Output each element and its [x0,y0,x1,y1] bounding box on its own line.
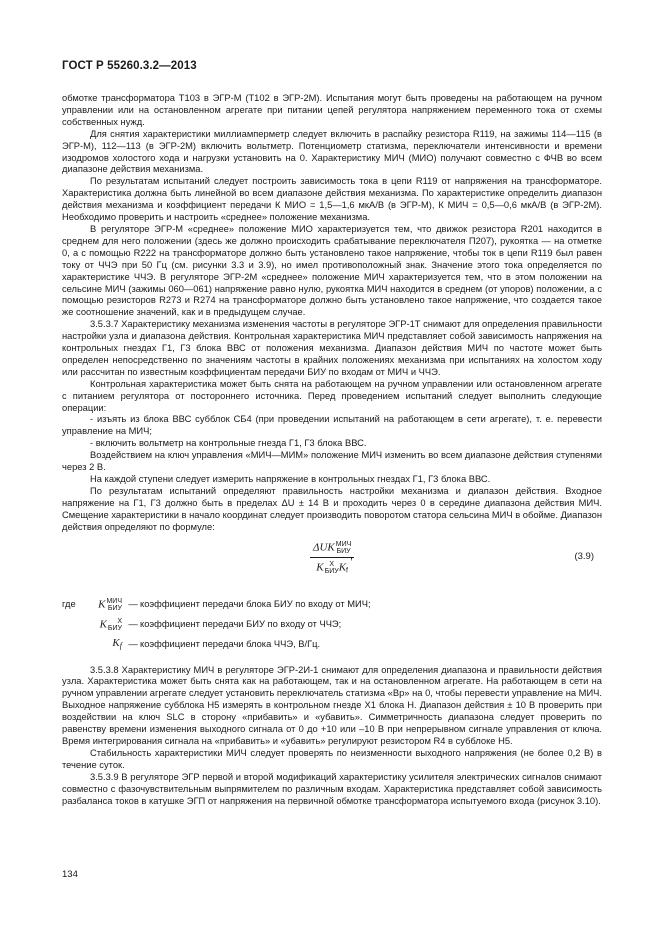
paragraph: 3.5.3.7 Характеристику механизма изменения частоты в регуляторе ЭГР-1Т снимают для определения правильности настройки узла и диапазона действия. Контрольная характеристика МИЧ представляет собой зависимость напряжения на контрольных гнездах Г1, Г3 блока ВВС от положения механизма. Диапазон действия МИЧ по частоте может быть определен непосредственно по значениям частоты в крайних положениях механизма при испытаниях на холостом ходу или рассчитан по известным коэффициентам передачи БИУ по входам от МИЧ и ЧЧЭ. [62,319,602,377]
paragraph: 3.5.3.9 В регуляторе ЭГР первой и второй модификаций характеристику усилителя электрических сигналов снимают совместно с фазочувствительным выпрямителем по различным входам. Характеристика представляет собой зависимость разбаланса токов в катушке ЭГП от напряжения на первичной обмотке трансформатора испытуемого входа (рисунок 3.10). [62,771,602,806]
paragraph: Воздействием на ключ управления «МИЧ—МИМ» положение МИЧ изменить во всем диапазоне действия ступенями через 2 В. [62,450,602,473]
paragraphs-bottom [62,665,602,808]
den-sub: БИУ [324,567,339,575]
paragraph: Для снятия характеристики миллиамперметр следует включить в распайку резистора R119, на зажимы 114—115 (в ЭГР-М), 112—113 (в ЭГР-2М) включить вольтметр. Потенциометр статизма, переключатели интенсивности и времени изодромов холостого хода и нагрузки установить на 0. Характеристику МИЧ (МИО) получают совместно с ФЧВ во всем диапазоне действия механизма. [62,128,602,175]
den-sup: X [329,560,334,568]
formula-denominator [310,558,354,577]
where-dash: — [128,638,138,649]
sym-sup: МИЧ [106,597,122,605]
sym-main: K [112,636,120,649]
sym-sup: X [117,617,122,625]
where-text: коэффициент передачи БИУ по входу от ЧЧЭ; [140,618,342,629]
page-number: 134 [62,869,78,880]
num-main: ΔUK [313,541,335,554]
where-block [62,595,602,655]
sym-sub: f [119,640,122,650]
paragraph: По результатам испытаний следует построить зависимость тока в цепи R119 от напряжения на трансформаторе. Характеристика должна быть линейной во всем диапазоне действия механизма. По характеристике определить диапазон действия механизма и коэффициент передачи К МИО = 1,5—1,6 мкА/В (в ЭГР-М), К МИЧ = 0,5—0,6 мкА/В (в ЭГР-2М). Необходимо проверить и настроить «среднее» положение механизма. [62,176,602,223]
den-main: K [316,561,324,574]
paragraph: По результатам испытаний определяют правильность настройки механизма и диапазон действия. Входное напряжение на Г1, Г3 должно быть в пределах ΔU ± 14 В и проходить через 0 в середине диапазона действия МИЧ. Смещение характеристики в начало координат следует производить поворотом статора сельсина МИЧ в обойме. Диапазон действия определяют по формуле: [62,485,602,532]
num-sub: БИУ [336,547,351,555]
paragraph: обмотке трансформатора Т103 в ЭГР-М (Т102 в ЭГР-2М). Испытания могут быть проведены на работающем на ручном управлении или на остановленном агрегате при питании цепей регулятора напряжением переменного тока от схемы собственных нужд. [62,93,602,127]
paragraph: На каждой ступени следует измерить напряжение в контрольных гнездах Г1, Г3 блока ВВС. [90,474,491,484]
num-sup: МИЧ [335,540,352,548]
where-row [62,595,602,615]
where-symbol [84,618,126,632]
where-row [62,615,602,635]
paragraph: - изъять из блока ВВС субблок СБ4 (при проведении испытаний на работающем в сети агрегате), т. е. перевести управление на МИЧ; [62,414,602,437]
where-dash: — [128,618,138,629]
paragraph: 3.5.3.8 Характеристику МИЧ в регуляторе ЭГР-2И-1 снимают для определения диапазона и правильности действия узла. Характеристика может быть снята как на работающем, так и на остановленном агрегате. На работающем в сети на ручном управлении агрегате следует установить переключатель статизма «Вр» на 0, чтобы перевести управление на МИЧ. Выходное напряжение субблока Н5 измерять в контрольном гнезде Х1 блока Н. Диапазон действия ± 10 В проверить при воздействии на ключ SLC в сторону «прибавить» и «убавить». Симметричность диапазона следует проверить по равенству времени изменения выходного сигнала от 0 до +10 или –10 В при непрерывном сигнале управления от ключа. Время интегрирования сигнала на «прибавить» и «убавить» регулируют резистором R4 в субблоке Н5. [62,664,602,746]
formula-numerator [310,541,354,558]
where-lead: где [62,598,76,609]
formula-trail: , [350,549,354,562]
paragraphs-top [62,93,602,534]
paragraph: Стабильность характеристики МИЧ следует проверять по неизменности выходного напряжения (не более 0,2 В) в течение суток. [62,747,602,770]
where-text: коэффициент передачи блока ЧЧЭ, В/Гц. [140,638,321,649]
sym-sub: БИУ [107,624,122,632]
where-symbol [84,638,126,652]
where-symbol [84,598,126,612]
equation-number: (3.9) [574,550,594,562]
den-tail: K [338,561,347,574]
sym-sub: БИУ [107,604,122,612]
paragraph: Контрольная характеристика может быть снята на работающем на ручном управлении или остановленном агрегате с питанием регулятора от постороннего источника. Перед проведением испытаний следует выполнить следующие операции: [62,378,602,413]
paragraph: - включить вольтметр на контрольные гнезда Г1, Г3 блока ВВС. [90,438,367,449]
sym-main: K [99,618,107,630]
formula-3-9 [62,541,602,585]
where-text: коэффициент передачи блока БИУ по входу от МИЧ; [140,598,371,609]
formula-fraction [310,541,354,577]
paragraph: В регуляторе ЭГР-М «среднее» положение МИО характеризуется тем, что движок резистора R201 находится в среднем для него положении (здесь же должно происходить срабатывание переключателя П207), рукоятка — на отметке 0, а с помощью R222 на трансформаторе должно быть установлено такое напряжение, чтобы ток в цепи R119 был равен току от ЧЧЭ при 50 Гц (см. рисунки 3.3 и 3.9), но имел противоположный знак. Значение этого тока определяется по характеристике ЧЧЭ. В регуляторе ЭГР-2М «среднее» положение МИЧ характеризуется тем, что в этом положении на сельсине МИЧ (зажимы 060—061) напряжение равно нулю, рукоятка МИЧ находится в среднем (от упоров) положении, а с помощью резисторов R273 и R274 на трансформаторе должно быть установлено такое напряжение, что создается такое же соотношение значений, как и в предыдущем случае. [62,223,602,318]
where-row [62,635,602,655]
where-dash: — [128,598,138,609]
sym-main: K [98,598,106,610]
document-body [62,93,602,807]
den-tail-sub: f [346,567,348,575]
document-header: ГОСТ Р 55260.3.2—2013 [62,60,197,72]
